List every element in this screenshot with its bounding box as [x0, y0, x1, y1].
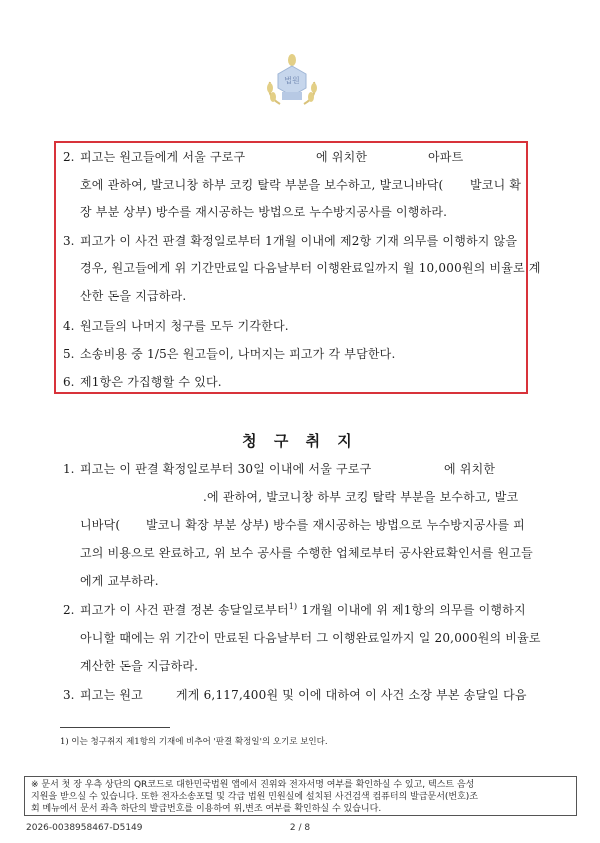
court-seal-icon [262, 52, 322, 108]
claim-item-2-line-2: 아니할 때에는 위 기간이 만료된 다음날부터 그 이행완료일까지 일 20,000원의 비율로 [80, 631, 541, 645]
claim-item-1-line-5: 에게 교부하라. [80, 574, 159, 588]
claim-item-3-number: 3. [63, 688, 75, 702]
claim-item-1-line-3b: 발코니 확장 부분 상부) 방수를 재시공하는 방법으로 누수방지공사를 피 [146, 518, 525, 532]
order-item-5-number: 5. [63, 347, 75, 361]
notice-line-2: 지원을 받으실 수 있습니다. 또한 전자소송포털 및 각급 법원 민원실에 설치된 사건검색 컴퓨터의 발급문서(번호)조 [31, 792, 479, 802]
order-item-4-number: 4. [63, 319, 75, 333]
claim-item-1-line-1a: 피고는 이 판결 확정일로부터 30일 이내에 서울 구로구 [80, 462, 372, 476]
notice-line-3: 회 메뉴에서 문서 좌측 하단의 발급번호를 이용하여 위,변조 여부를 확인하실 수 있습니다. [31, 804, 382, 814]
order-item-3-number: 3. [63, 234, 75, 248]
claim-item-3-line-1a: 피고는 원고 [80, 688, 143, 702]
order-item-3-line-1: 피고가 이 사건 판결 확정일로부터 1개월 이내에 제2항 기재 의무를 이행하지 않을 [80, 234, 518, 248]
order-item-2-line-3: 장 부분 상부) 방수를 재시공하는 방법으로 누수방지공사를 이행하라. [80, 205, 448, 219]
footnote: 1) 이는 청구취지 제1항의 기재에 비추어 '판결 확정일'의 오기로 보인다. [60, 737, 328, 747]
footnote-divider [60, 727, 170, 728]
order-item-2-number: 2. [63, 150, 75, 164]
order-item-5-line-1: 소송비용 중 1/5은 원고들이, 나머지는 피고가 각 부담한다. [80, 347, 396, 361]
document-code: 2026-0038958467-D5149 [26, 823, 143, 833]
page-number: 2 / 8 [289, 823, 311, 833]
claim-item-1-number: 1. [63, 462, 75, 476]
notice-line-1: ※ 문서 첫 장 우측 상단의 QR코드로 대한민국법원 앱에서 진위와 전자서명 여부를 확인하실 수 있고, 텍스트 음성 [31, 780, 475, 790]
order-item-6-number: 6. [63, 375, 75, 389]
order-item-2-line-2b: 발코니 확 [470, 178, 522, 192]
order-item-6-line-1: 제1항은 가집행할 수 있다. [80, 375, 222, 389]
claim-item-2-line-3: 계산한 돈을 지급하라. [80, 659, 199, 673]
claim-item-2-line-1: 피고가 이 사건 판결 정본 송달일로부터$^{1)}$ 1개월 이내에 위 제1항의 의무를 이행하지 [80, 602, 526, 617]
order-item-3-line-2: 경우, 원고들에게 위 기간만료일 다음날부터 이행완료일까지 월 10,000원의 비율로 계 [80, 261, 541, 275]
claim-item-3-line-1b: 게게 6,117,400원 및 이에 대하여 이 사건 소장 부본 송달일 다음 [176, 688, 527, 702]
order-item-3-line-3: 산한 돈을 지급하라. [80, 289, 187, 303]
claim-item-1-line-3a: 니바닥( [80, 518, 121, 532]
claims-heading: 청 구 취 지 [242, 432, 358, 450]
order-item-2-line-1c: 아파트 [428, 150, 464, 164]
claim-item-1-line-1b: 에 위치한 [444, 462, 496, 476]
verification-notice [24, 776, 577, 816]
claim-item-1-line-4: 고의 비용으로 완료하고, 위 보수 공사를 수행한 업체로부터 공사완료확인서를 원고들 [80, 546, 533, 560]
order-item-4-line-1: 원고들의 나머지 청구를 모두 기각한다. [80, 319, 289, 333]
svg-text:법원: 법원 [284, 76, 300, 85]
order-item-2-line-1a: 피고는 원고들에게 서울 구로구 [80, 150, 246, 164]
claim-item-2-number: 2. [63, 603, 75, 617]
order-item-2-line-1b: 에 위치한 [316, 150, 368, 164]
claim-item-1-line-2: .에 관하여, 발코니창 하부 코킹 탈락 부분을 보수하고, 발코 [203, 490, 519, 504]
order-item-2-line-2a: 호에 관하여, 발코니창 하부 코킹 탈락 부분을 보수하고, 발코니바닥( [80, 178, 444, 192]
footnote-ref: 1) [288, 602, 298, 611]
